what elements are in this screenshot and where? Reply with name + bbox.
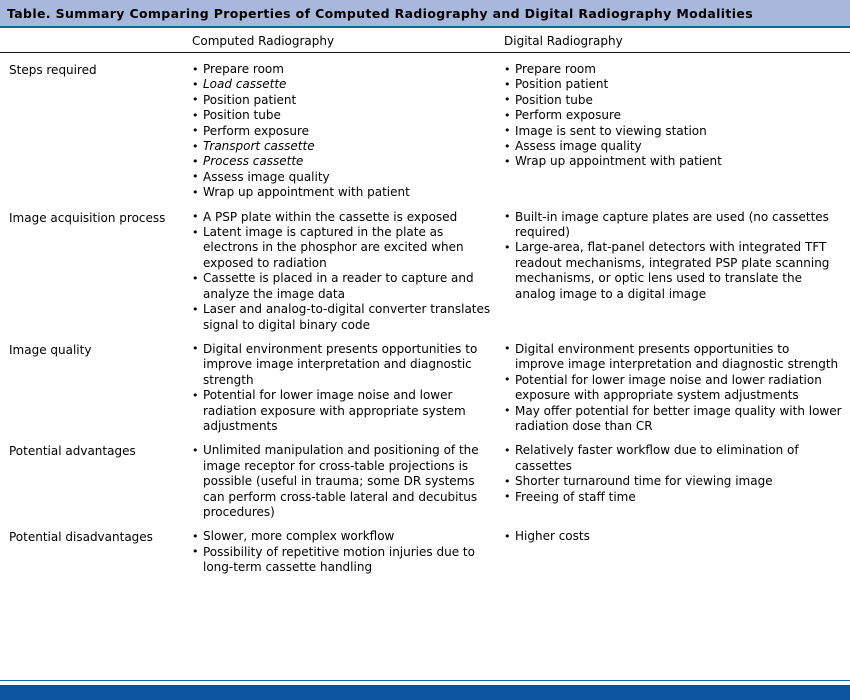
table-title: Table. Summary Comparing Properties of Computed Radiography and Digital Radiography Modalities	[7, 5, 754, 21]
table-row	[0, 520, 850, 575]
bullet-item: • Relatively faster workflow due to elimination of cassettes	[504, 443, 842, 474]
row-label: Image acquisition process	[9, 210, 166, 225]
bullet-list-cr	[192, 443, 496, 520]
bullet-item: • Wrap up appointment with patient	[192, 185, 496, 200]
bullet-item: • Possibility of repetitive motion injuries due to long-term cassette handling	[192, 545, 496, 576]
bullet-list-dr	[504, 62, 842, 170]
bullet-list-cr	[192, 210, 496, 333]
column-header-computed-radiography: Computed Radiography	[192, 34, 335, 48]
cell-digital-radiography	[504, 529, 850, 544]
bullet-item: • Shorter turnaround time for viewing image	[504, 474, 842, 489]
bullet-item: • Wrap up appointment with patient	[504, 154, 842, 169]
cell-digital-radiography	[504, 342, 850, 434]
bullet-list-dr	[504, 210, 842, 302]
cell-computed-radiography	[192, 210, 504, 333]
bullet-list-dr	[504, 529, 842, 544]
bullet-list-cr	[192, 529, 496, 575]
row-label: Image quality	[9, 342, 92, 357]
cell-computed-radiography	[192, 443, 504, 520]
bullet-item: • Image is sent to viewing station	[504, 124, 842, 139]
bullet-item: • Transport cassette	[192, 139, 496, 154]
row-label: Steps required	[9, 63, 97, 77]
bullet-item: • A PSP plate within the cassette is exposed	[192, 210, 496, 225]
bullet-item: • Potential for lower image noise and lower radiation exposure with appropriate system adjustments	[192, 388, 496, 434]
bullet-item: • Cassette is placed in a reader to capture and analyze the image data	[192, 271, 496, 302]
column-header-digital-radiography: Digital Radiography	[504, 34, 623, 48]
bullet-item: • Freeing of staff time	[504, 490, 842, 505]
bullet-item: • Prepare room	[504, 62, 842, 77]
row-label-column-header	[0, 34, 192, 48]
bullet-item: • Digital environment presents opportunities to improve image interpretation and diagnostic strength	[504, 342, 842, 373]
bullet-item: • Prepare room	[192, 62, 496, 77]
table-row	[0, 201, 850, 333]
bullet-item: • Position patient	[192, 93, 496, 108]
bullet-item: • Potential for lower image noise and lower radiation exposure with appropriate system adjustments	[504, 373, 842, 404]
bullet-item: • Position tube	[504, 93, 842, 108]
bullet-item: • Digital environment presents opportunities to improve image interpretation and diagnostic strength	[192, 342, 496, 388]
bottom-accent-bar	[0, 685, 850, 700]
bullet-item: • Higher costs	[504, 529, 842, 544]
table-row	[0, 53, 850, 201]
bullet-item: • Slower, more complex workflow	[192, 529, 496, 544]
bullet-item: • Unlimited manipulation and positioning of the image receptor for cross-table projections is possible (useful in trauma; some DR systems can perform cross-table lateral and decubitus procedures)	[192, 443, 496, 520]
bullet-list-dr	[504, 443, 842, 505]
column-header-row	[0, 28, 850, 53]
bullet-item: • Perform exposure	[192, 124, 496, 139]
bullet-item: • Assess image quality	[504, 139, 842, 154]
bullet-item: • Position tube	[192, 108, 496, 123]
row-label: Potential advantages	[9, 444, 136, 459]
cell-computed-radiography	[192, 342, 504, 434]
table-row	[0, 333, 850, 434]
bullet-list-dr	[504, 342, 842, 434]
cell-digital-radiography	[504, 443, 850, 505]
bullet-list-cr	[192, 62, 496, 201]
cell-digital-radiography	[504, 62, 850, 170]
bullet-item: • Process cassette	[192, 154, 496, 169]
bullet-item: • May offer potential for better image quality with lower radiation dose than CR	[504, 404, 842, 435]
bullet-item: • Large-area, flat-panel detectors with integrated TFT readout mechanisms, integrated PSP plate scanning mechanisms, or optic lens used to translate the analog image to a digital image	[504, 240, 842, 302]
table-title-bar	[0, 0, 850, 28]
bullet-item: • Load cassette	[192, 77, 496, 92]
bullet-item: • Assess image quality	[192, 170, 496, 185]
bullet-item: • Built-in image capture plates are used (no cassettes required)	[504, 210, 842, 241]
bullet-item: • Latent image is captured in the plate as electrons in the phosphor are excited when exposed to radiation	[192, 225, 496, 271]
bullet-list-cr	[192, 342, 496, 434]
cell-digital-radiography	[504, 210, 850, 302]
table-row	[0, 434, 850, 520]
cell-computed-radiography	[192, 529, 504, 575]
bullet-item: • Laser and analog-to-digital converter translates signal to digital binary code	[192, 302, 496, 333]
bullet-item: • Perform exposure	[504, 108, 842, 123]
table-body	[0, 53, 850, 681]
bullet-item: • Position patient	[504, 77, 842, 92]
row-label: Potential disadvantages	[9, 530, 153, 545]
cell-computed-radiography	[192, 62, 504, 201]
